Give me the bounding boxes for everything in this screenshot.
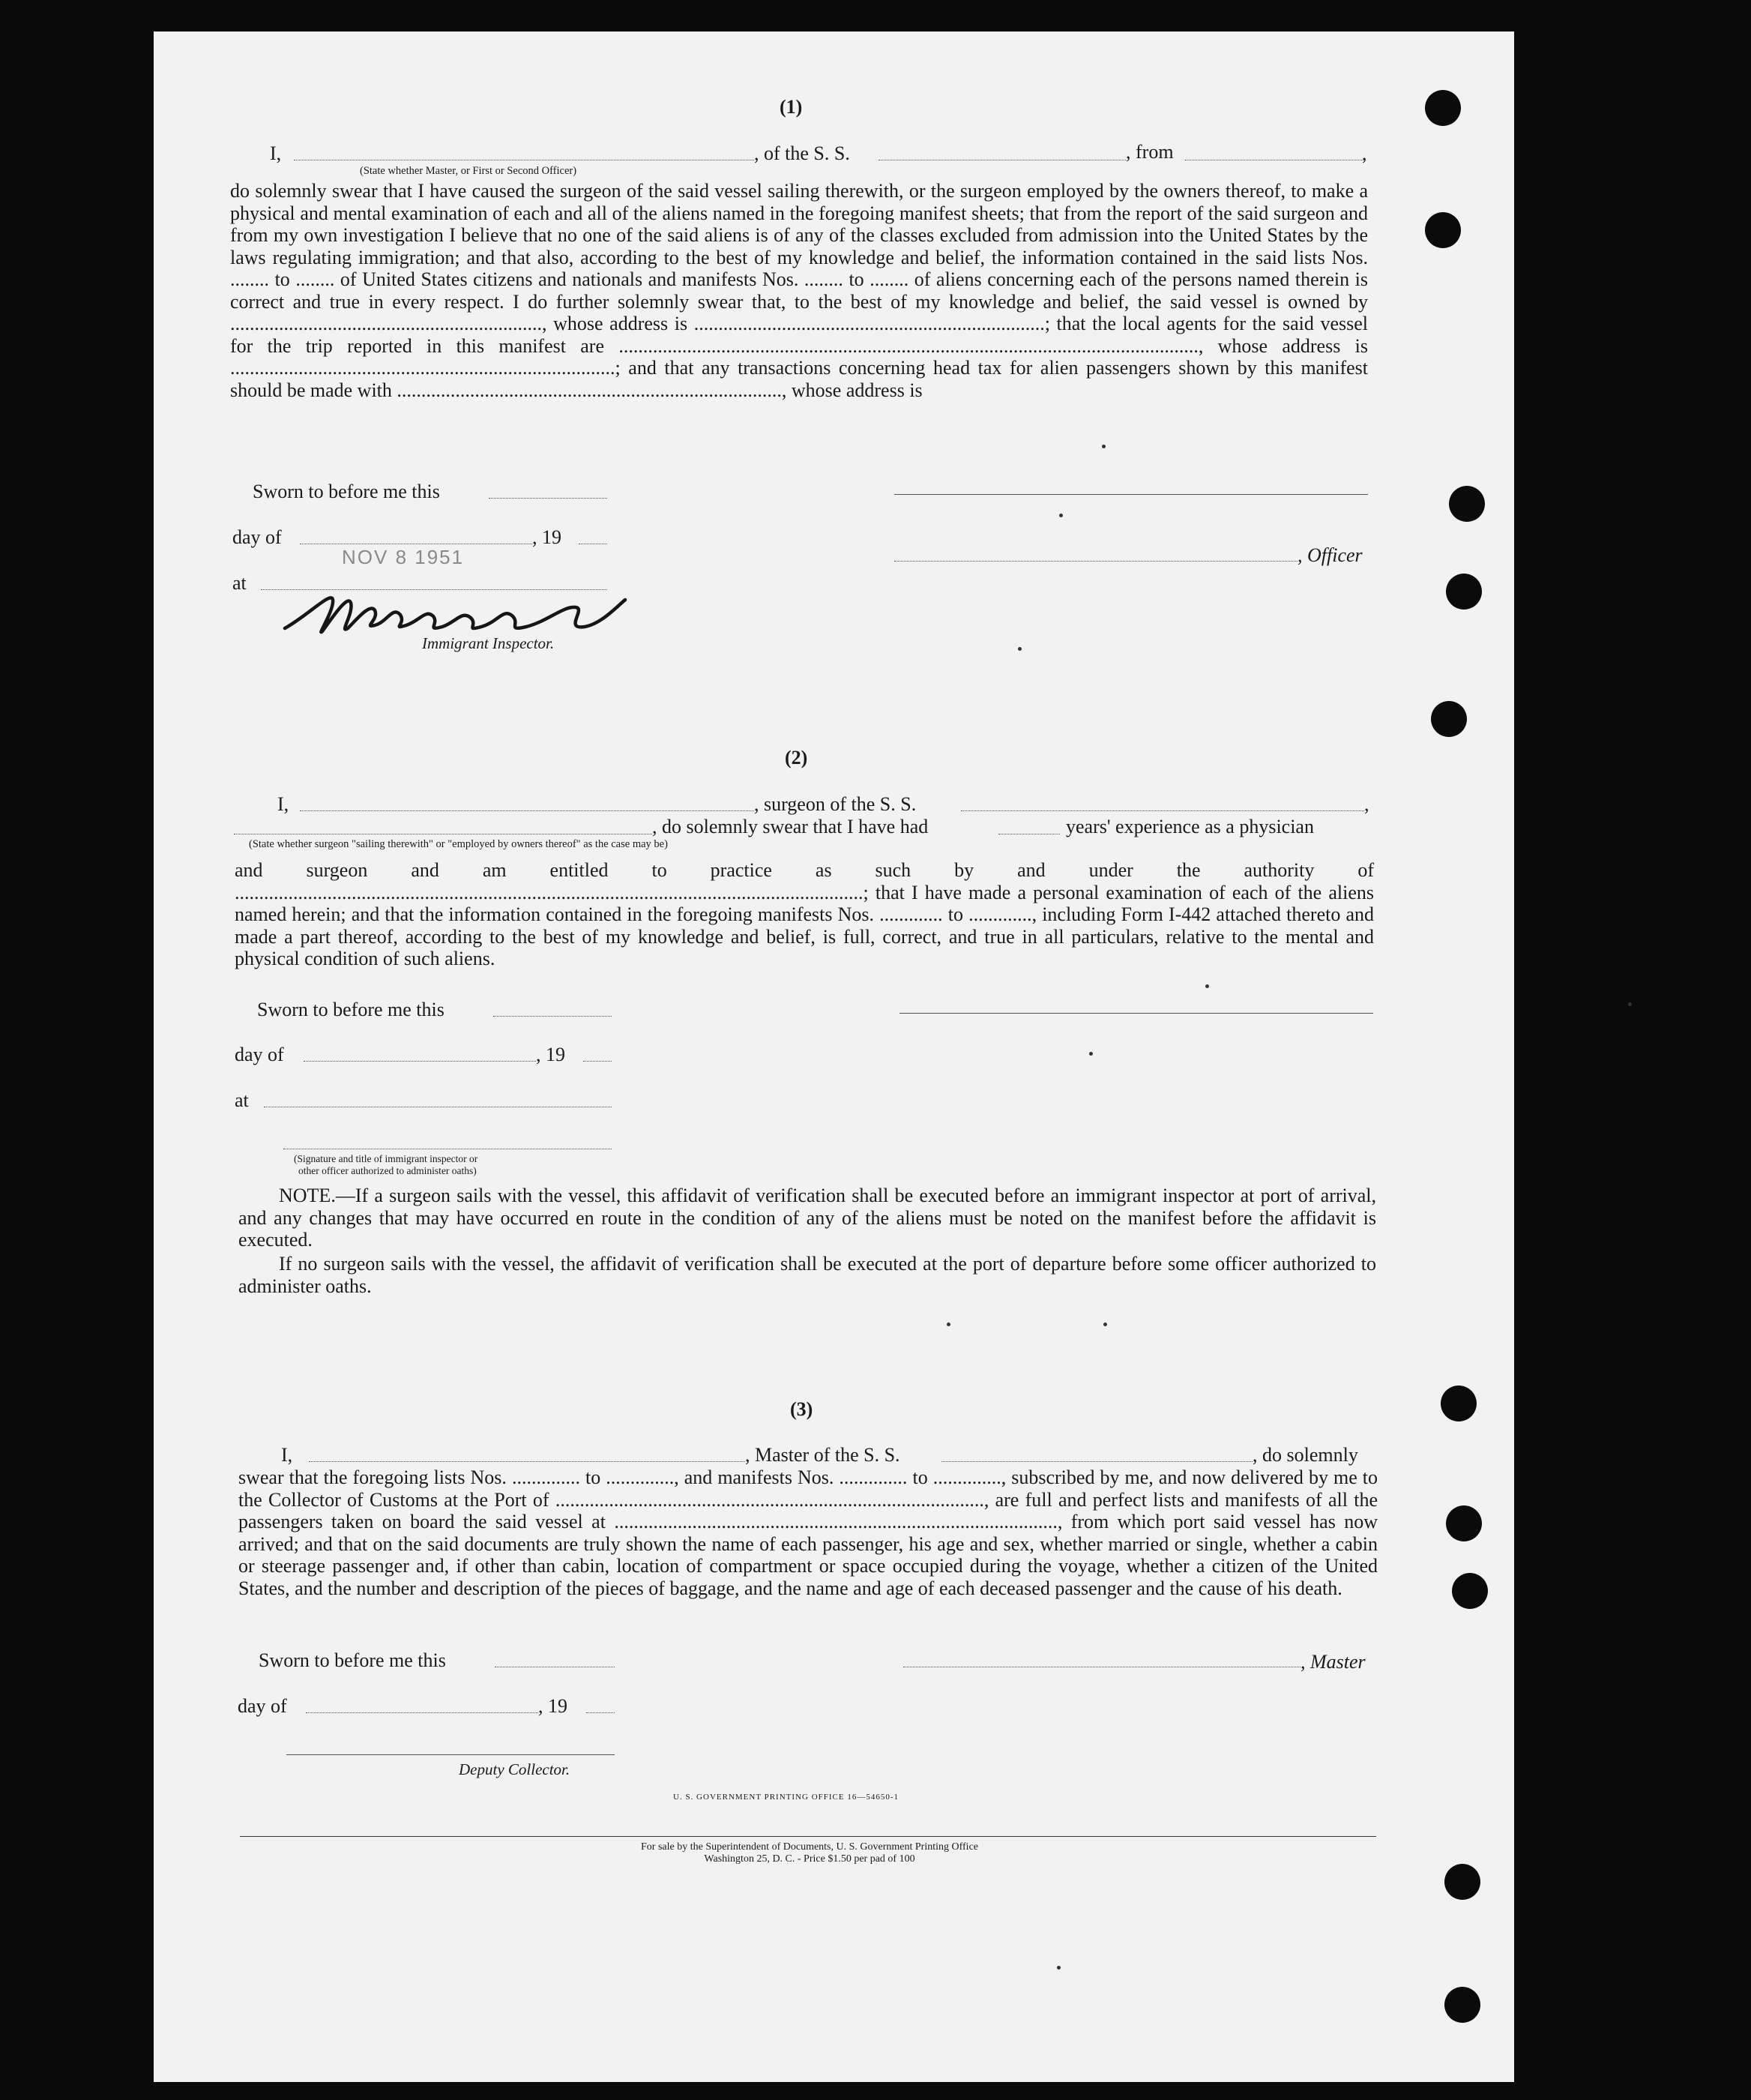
master-vessel-field[interactable] (941, 1461, 1253, 1462)
year-label-3: , 19 (538, 1695, 567, 1717)
day-of-label-2: day of (235, 1044, 284, 1065)
paper-speck (1059, 514, 1063, 517)
binder-hole (1449, 486, 1485, 522)
surgeon-status-caption: (State whether surgeon "sailing therewith" or "employed by owners thereof" as the case may be) (249, 838, 668, 850)
sworn-label-3: Sworn to before me this (259, 1649, 446, 1671)
surgeon-signature-line (899, 1013, 1373, 1014)
sale-line-2: Washington 25, D. C. - Price $1.50 per pad of 100 (704, 1853, 915, 1865)
deputy-collector-caption: Deputy Collector. (459, 1760, 570, 1778)
year-field-2[interactable] (583, 1061, 612, 1062)
master-label: , Master (1301, 1651, 1366, 1673)
binder-hole (1425, 90, 1461, 126)
sworn-date-field-1[interactable] (489, 498, 607, 499)
at-label-1: at (232, 572, 247, 594)
sworn-label-2: Sworn to before me this (257, 999, 444, 1020)
binder-hole (1441, 1386, 1477, 1421)
surgeon-name-field[interactable] (300, 810, 754, 811)
do-solemnly-label: , do solemnly (1253, 1444, 1358, 1466)
year-label-2: , 19 (536, 1044, 565, 1065)
comma: , (1362, 142, 1367, 164)
master-of-ss-label: , Master of the S. S. (745, 1444, 900, 1466)
paper-speck (1628, 1002, 1632, 1006)
day-of-field-3[interactable] (306, 1712, 538, 1713)
section-2-oath-text: and surgeon and am entitled to practice as such by and under the authority of .................................................................................................................................; that I have made a personal examination of each of the aliens named herein; and that the information contained in the foregoing manifests Nos. ............. to ............., including Form I-442 attached thereto and made a part thereof, according to the best of my knowledge and belief, is full, correct, and true in all particulars, relative to the mental and physical condition of such aliens. (235, 859, 1374, 969)
binder-hole (1446, 1505, 1482, 1541)
binder-hole (1452, 1573, 1488, 1609)
sworn-date-field-2[interactable] (493, 1016, 612, 1017)
years-experience-label: years' experience as a physician (1066, 816, 1314, 837)
year-field-3[interactable] (586, 1712, 615, 1713)
paper-speck (1102, 445, 1106, 448)
sworn-label-1: Sworn to before me this (253, 481, 440, 502)
footer-rule (240, 1836, 1376, 1837)
comma: , (1364, 793, 1369, 815)
inspector-caption: Immigrant Inspector. (422, 634, 555, 652)
section-3-oath-text: swear that the foregoing lists Nos. .............. to .............., and manifests Nos. .............. to .............., subscribed by me, and now delivered by me to the Collector of Customs at the Port of ........................................................................................, are full and perfect lists and manifests of all the passengers taken on board the said vessel at ..........................................................................................., from which port said vessel has now arrived; and that on the said documents are truly shown the name of each passenger, his age and sex, whether married or single, whether a cabin or steerage passenger and, if other than cabin, location of compartment or space occupied during the voyage, whether a citizen of the United States, and the number and description of the pieces of baggage, and the name and age of each deceased passenger and the cause of his death. (238, 1466, 1378, 1599)
note-paragraph-1: NOTE.—If a surgeon sails with the vessel, this affidavit of verification shall be executed before an immigrant inspector at port of arrival, and any changes that may have occurred en route in the condition of any of the aliens must be noted on the manifest before the affidavit is executed. (238, 1185, 1376, 1251)
binder-hole (1444, 1987, 1480, 2023)
section-2-number: (2) (785, 747, 808, 768)
printing-office-code: U. S. GOVERNMENT PRINTING OFFICE 16—54650-1 (673, 1793, 899, 1802)
paper-speck (1018, 647, 1022, 651)
year-label-1: , 19 (532, 526, 561, 548)
section-1-i: I, (270, 142, 282, 164)
solemnly-swear-label: , do solemnly swear that I have had (652, 816, 929, 837)
day-of-label-3: day of (238, 1695, 287, 1717)
surgeon-vessel-field[interactable] (961, 810, 1364, 811)
signature-caption-1: (Signature and title of immigrant inspector or (294, 1153, 478, 1164)
sale-line-1: For sale by the Superintendent of Documents, U. S. Government Printing Office (641, 1841, 978, 1853)
paper-speck (947, 1323, 950, 1326)
officer-signature-field[interactable] (894, 561, 1298, 562)
rank-caption: (State whether Master, or First or Second Officer) (360, 165, 577, 177)
paper-speck (1089, 1052, 1093, 1056)
day-of-field-2[interactable] (304, 1061, 536, 1062)
paper-speck (1205, 984, 1209, 988)
section-2-i: I, (277, 793, 289, 815)
binder-hole (1425, 212, 1461, 248)
date-stamp: NOV 8 1951 (342, 546, 465, 568)
at-label-2: at (235, 1089, 249, 1111)
paper-speck (1103, 1323, 1107, 1326)
signature-caption-2: other officer authorized to administer oaths) (298, 1165, 477, 1176)
day-of-label-1: day of (232, 526, 282, 548)
surgeon-of-ss-label: , surgeon of the S. S. (754, 793, 917, 815)
of-ss-label: , of the S. S. (754, 142, 850, 164)
deputy-collector-line (286, 1754, 615, 1755)
binder-hole (1446, 574, 1482, 610)
binder-hole (1444, 1864, 1480, 1900)
section-3-i: I, (281, 1444, 293, 1466)
officer-signature-line-top (894, 494, 1368, 495)
section-3-number: (3) (790, 1398, 813, 1420)
section-1-number: (1) (780, 96, 803, 118)
from-label: , from (1126, 141, 1174, 163)
section-1-oath-text: do solemnly swear that I have caused the surgeon of the said vessel sailing therewith, or the surgeon employed by the owners thereof, to make a physical and mental examination of each and all of the aliens named in the foregoing manifest sheets; that from the report of the said surgeon and from my own investigation I believe that no one of the said aliens is of any of the classes excluded from admission into the United States by the laws regulating immigration; and that also, according to the best of my knowledge and belief, the information contained in the said lists Nos. ........ to ........ of United States citizens and nationals and manifests Nos. ........ to ........ of aliens concerning each of the persons named therein is correct and true in every respect. I do further solemnly swear that, to the best of my knowledge and belief, the said vessel is owned by ................................................................, whose address is ........................................................................; that the local agents for the said vessel for the trip reported in this manifest are ......................................................................................................................., whose address is ...............................................................................; and that any transactions concerning head tax for alien passengers shown by this manifest should be made with ..............................................................................., whose address is (230, 180, 1368, 401)
binder-hole (1431, 701, 1467, 737)
note-paragraph-2: If no surgeon sails with the vessel, the affidavit of verification shall be executed at the port of departure before some officer authorized to administer oaths. (238, 1253, 1376, 1297)
paper-speck (1057, 1966, 1061, 1970)
master-name-field[interactable] (309, 1461, 745, 1462)
officer-label: , Officer (1298, 544, 1363, 566)
